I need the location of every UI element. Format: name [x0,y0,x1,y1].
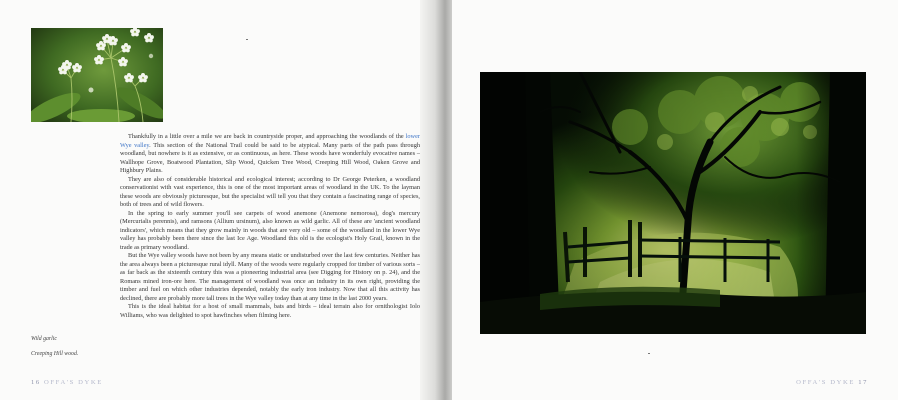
paragraph-3: In the spring to early summer you'll see carpets of wood anemone (Anemone nemorosa), dog's mercury (Mercurialis perennis), and ramsons (Allium ursinum), also known as wild garlic. All of these are 'ancient woodland indicators', which means that they grow mainly in woods that are very old – some of the woodland in the lower Wye valley has probably been there since the last Ice Age. Woodland this old is the ecologist's Holy Grail, known in the trade as primary woodland. [120,209,420,251]
paper-speck-right [648,353,650,354]
body-text [120,133,420,320]
paragraph-1: Thankfully in a little over a mile we are back in countryside proper, and approaching the woodlands of the lower Wye valley. This section of the National Trail could be said to be atypical. Many parts of the path pass through woodland, but nowhere is it as extensive, or as continuous, as here. These woods have wonderfuly evocative names – Wallhope Grove, Boatwood Plantation, Slip Wood, Quicken Tree Wood, Creeping Hill Wood, Oaken Grove and Highbury Plains. [120,133,420,174]
caption-wild-garlic: Wild garlic [31,336,57,342]
wild-garlic-photo-image [31,28,163,122]
creeping-hill-wood-photo [480,72,866,334]
running-head-right: OFFA'S DYKE [796,379,855,386]
page-number-right: 17 [858,379,868,386]
paper-speck [246,39,248,40]
paragraph-2: They are also of considerable historical and ecological interest; according to Dr George Peterken, a woodland conservationist with vast experience, this is one of the most important areas of woodland in the UK. To the layman these woods are obviously picturesque, but the specialist will tell you that they contain a fascinating range of species, both of trees and of wild flowers. [120,175,420,208]
running-head-left: OFFA'S DYKE [44,379,103,386]
paragraph-5: This is the ideal habitat for a host of small mammals, bats and birds – ideal terrain also for ornithologist Iolo Williams, who was delighted to spot hawfinches when filming here. [120,303,420,319]
wild-garlic-photo [31,28,163,122]
creeping-hill-wood-photo-image [480,72,866,334]
wye-valley-link[interactable]: lower Wye valley [120,133,420,149]
caption-creeping-hill-wood: Creeping Hill wood. [31,351,79,357]
paragraph-4: But the Wye valley woods have not been by any means static or undisturbed over the last few centuries. Neither has the area always been a picturesque rural idyll. Many of the woods were regularly cropped for timber of various sorts – as far back as the sixteenth century this was a pioneering industrial area (see Digging for History on p. 24), and the Romans mined iron-ore here. The management of woodland was once an industry in its own right, providing the timber and fuel on which other industries depended, notably the early iron industry. Now that all this activity has declined, there are probably more tall trees in the Wye valley today than at any time in the last 2000 years. [120,252,420,302]
folio-right [796,379,868,386]
page-number-left: 16 [31,379,41,386]
folio-left [31,379,103,386]
left-page [0,0,436,400]
